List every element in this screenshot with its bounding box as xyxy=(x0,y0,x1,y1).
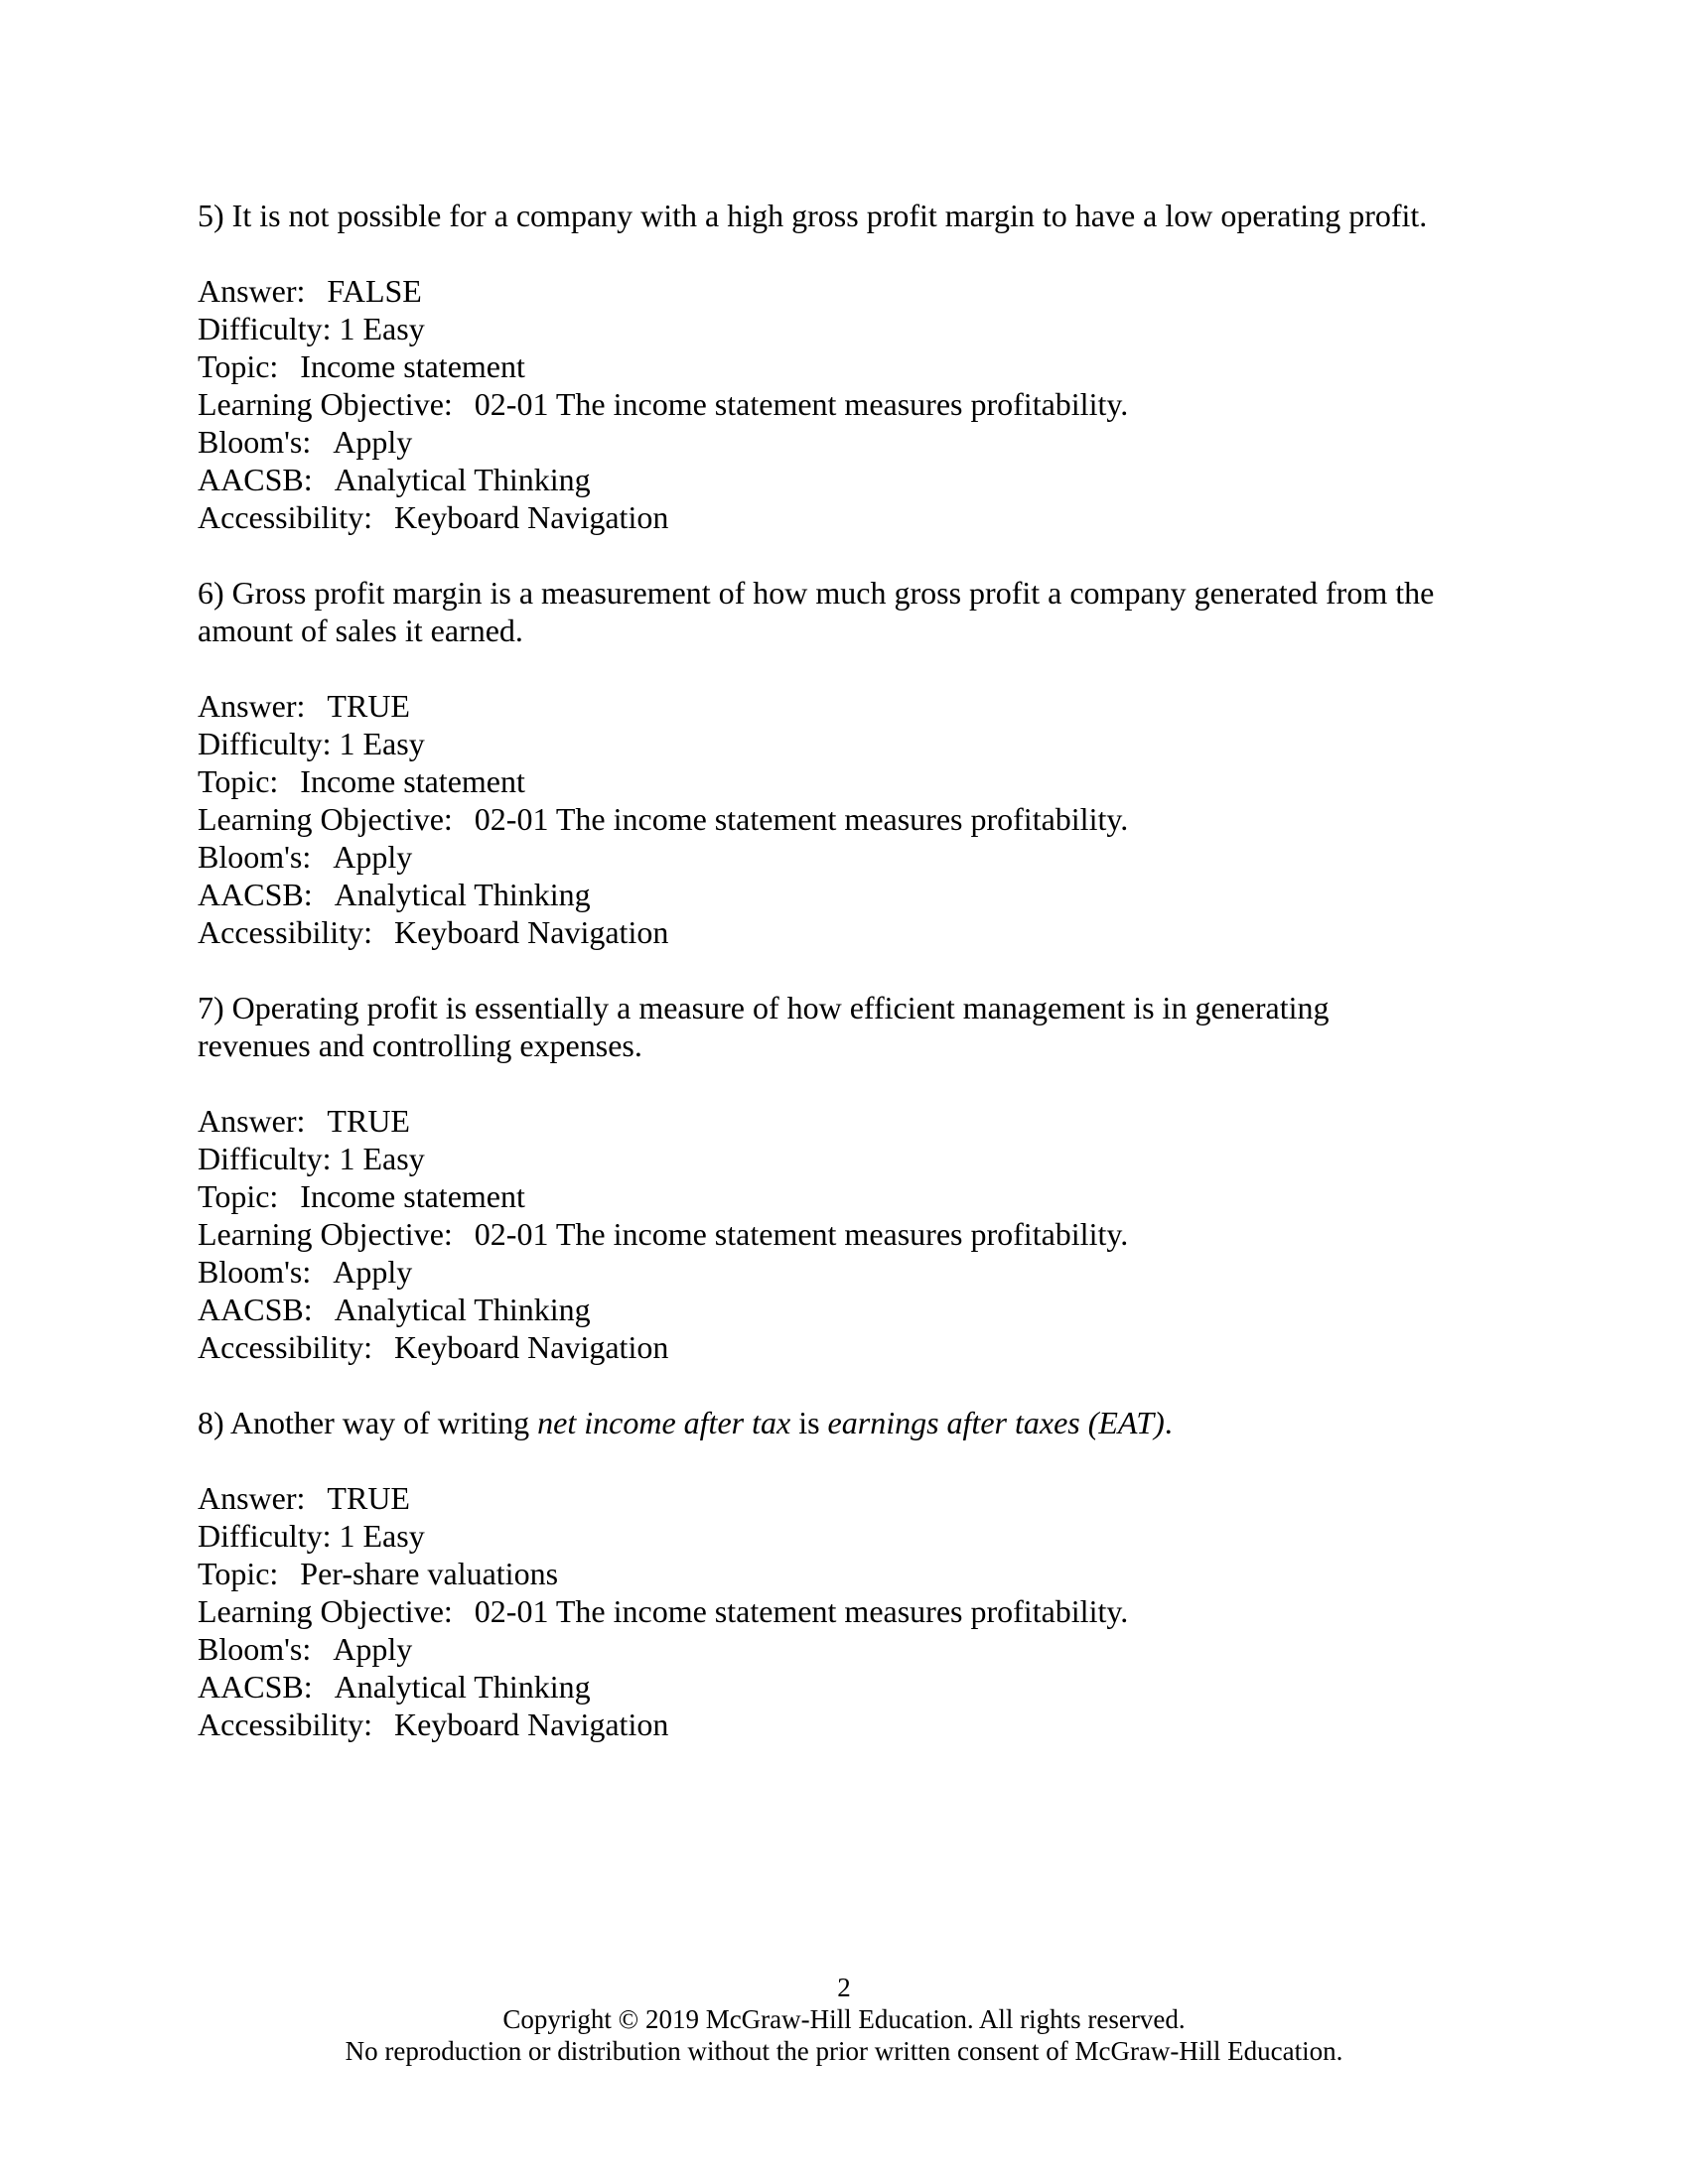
topic-value: Income statement xyxy=(300,1178,525,1214)
accessibility-label: Accessibility: xyxy=(198,499,372,535)
aacsb-line xyxy=(198,461,1498,498)
copyright-notice: Copyright © 2019 McGraw-Hill Education. All rights reserved. xyxy=(502,2004,1186,2034)
question-list xyxy=(198,197,1498,1781)
reproduction-notice: No reproduction or distribution without the prior written consent of McGraw-Hill Education. xyxy=(345,2036,1343,2066)
topic-label: Topic: xyxy=(198,348,279,384)
question-metadata xyxy=(198,1479,1498,1743)
question-text-line-1: 7) Operating profit is essentially a measure of how efficient management is in generating xyxy=(198,990,1330,1025)
answer-value: TRUE xyxy=(327,1103,410,1139)
topic-line xyxy=(198,1555,1498,1592)
accessibility-label: Accessibility: xyxy=(198,1706,372,1742)
topic-line xyxy=(198,1177,1498,1215)
question-text xyxy=(198,989,1498,1064)
blooms-line xyxy=(198,423,1498,461)
difficulty-line: Difficulty: 1 Easy xyxy=(198,311,425,346)
topic-line xyxy=(198,762,1498,800)
answer-label: Answer: xyxy=(198,1480,306,1516)
topic-value: Income statement xyxy=(300,348,525,384)
learning-objective-line xyxy=(198,385,1498,423)
topic-label: Topic: xyxy=(198,1556,279,1591)
blooms-line xyxy=(198,838,1498,876)
topic-line xyxy=(198,347,1498,385)
accessibility-value: Keyboard Navigation xyxy=(393,914,669,950)
question-text xyxy=(198,1404,1498,1441)
question-text-italic-1: net income after tax xyxy=(537,1405,791,1440)
answer-line xyxy=(198,272,1498,310)
page-number: 2 xyxy=(837,1973,851,2002)
blooms-line xyxy=(198,1630,1498,1668)
learning-objective-line xyxy=(198,1215,1498,1253)
learning-objective-value: 02-01 The income statement measures profitability. xyxy=(474,1216,1129,1252)
difficulty-line: Difficulty: 1 Easy xyxy=(198,1518,425,1554)
question-text xyxy=(198,574,1498,649)
aacsb-label: AACSB: xyxy=(198,877,313,912)
aacsb-label: AACSB: xyxy=(198,1669,313,1705)
answer-line xyxy=(198,1102,1498,1140)
accessibility-value: Keyboard Navigation xyxy=(393,499,669,535)
learning-objective-label: Learning Objective: xyxy=(198,1593,453,1629)
aacsb-line xyxy=(198,1668,1498,1706)
topic-label: Topic: xyxy=(198,763,279,799)
topic-value: Income statement xyxy=(300,763,525,799)
aacsb-value: Analytical Thinking xyxy=(334,877,591,912)
blooms-value: Apply xyxy=(333,1631,413,1667)
learning-objective-line xyxy=(198,1592,1498,1630)
topic-value: Per-share valuations xyxy=(300,1556,559,1591)
aacsb-value: Analytical Thinking xyxy=(334,1292,591,1327)
accessibility-line xyxy=(198,498,1498,536)
accessibility-value: Keyboard Navigation xyxy=(393,1329,669,1365)
accessibility-line xyxy=(198,913,1498,951)
question-text-part-1: 8) Another way of writing xyxy=(198,1405,538,1440)
blooms-value: Apply xyxy=(333,424,413,460)
accessibility-value: Keyboard Navigation xyxy=(393,1706,669,1742)
accessibility-line xyxy=(198,1706,1498,1743)
topic-label: Topic: xyxy=(198,1178,279,1214)
question-metadata xyxy=(198,1102,1498,1366)
learning-objective-line xyxy=(198,800,1498,838)
aacsb-line xyxy=(198,876,1498,913)
blooms-label: Bloom's: xyxy=(198,1631,312,1667)
blooms-value: Apply xyxy=(333,839,413,875)
page-footer xyxy=(0,1972,1688,2067)
learning-objective-label: Learning Objective: xyxy=(198,1216,453,1252)
learning-objective-value: 02-01 The income statement measures profitability. xyxy=(474,386,1129,422)
answer-label: Answer: xyxy=(198,1103,306,1139)
aacsb-label: AACSB: xyxy=(198,462,313,497)
question-metadata xyxy=(198,687,1498,951)
aacsb-label: AACSB: xyxy=(198,1292,313,1327)
learning-objective-value: 02-01 The income statement measures profitability. xyxy=(474,1593,1129,1629)
question-text-part-3: . xyxy=(1164,1405,1173,1440)
answer-line xyxy=(198,1479,1498,1517)
difficulty-line: Difficulty: 1 Easy xyxy=(198,1141,425,1176)
question-5 xyxy=(198,197,1498,536)
question-text-line-2: revenues and controlling expenses. xyxy=(198,1027,642,1063)
question-text-line-1: 6) Gross profit margin is a measurement of how much gross profit a company generated from the xyxy=(198,575,1435,611)
question-metadata xyxy=(198,272,1498,536)
question-text: 5) It is not possible for a company with a high gross profit margin to have a low operating profit. xyxy=(198,198,1428,233)
learning-objective-label: Learning Objective: xyxy=(198,386,453,422)
question-6 xyxy=(198,574,1498,951)
aacsb-line xyxy=(198,1291,1498,1328)
answer-value: TRUE xyxy=(327,1480,410,1516)
question-7 xyxy=(198,989,1498,1366)
answer-label: Answer: xyxy=(198,273,306,309)
question-text-line-2: amount of sales it earned. xyxy=(198,613,523,648)
blooms-value: Apply xyxy=(333,1254,413,1290)
aacsb-value: Analytical Thinking xyxy=(334,1669,591,1705)
learning-objective-label: Learning Objective: xyxy=(198,801,453,837)
blooms-label: Bloom's: xyxy=(198,1254,312,1290)
answer-value: TRUE xyxy=(327,688,410,724)
aacsb-value: Analytical Thinking xyxy=(334,462,591,497)
difficulty-line: Difficulty: 1 Easy xyxy=(198,726,425,761)
answer-label: Answer: xyxy=(198,688,306,724)
answer-value: FALSE xyxy=(327,273,422,309)
accessibility-label: Accessibility: xyxy=(198,1329,372,1365)
question-text-italic-2: earnings after taxes (EAT) xyxy=(827,1405,1165,1440)
blooms-label: Bloom's: xyxy=(198,839,312,875)
accessibility-label: Accessibility: xyxy=(198,914,372,950)
question-text-part-2: is xyxy=(790,1405,828,1440)
learning-objective-value: 02-01 The income statement measures profitability. xyxy=(474,801,1129,837)
question-8 xyxy=(198,1404,1498,1743)
accessibility-line xyxy=(198,1328,1498,1366)
blooms-line xyxy=(198,1253,1498,1291)
answer-line xyxy=(198,687,1498,725)
blooms-label: Bloom's: xyxy=(198,424,312,460)
